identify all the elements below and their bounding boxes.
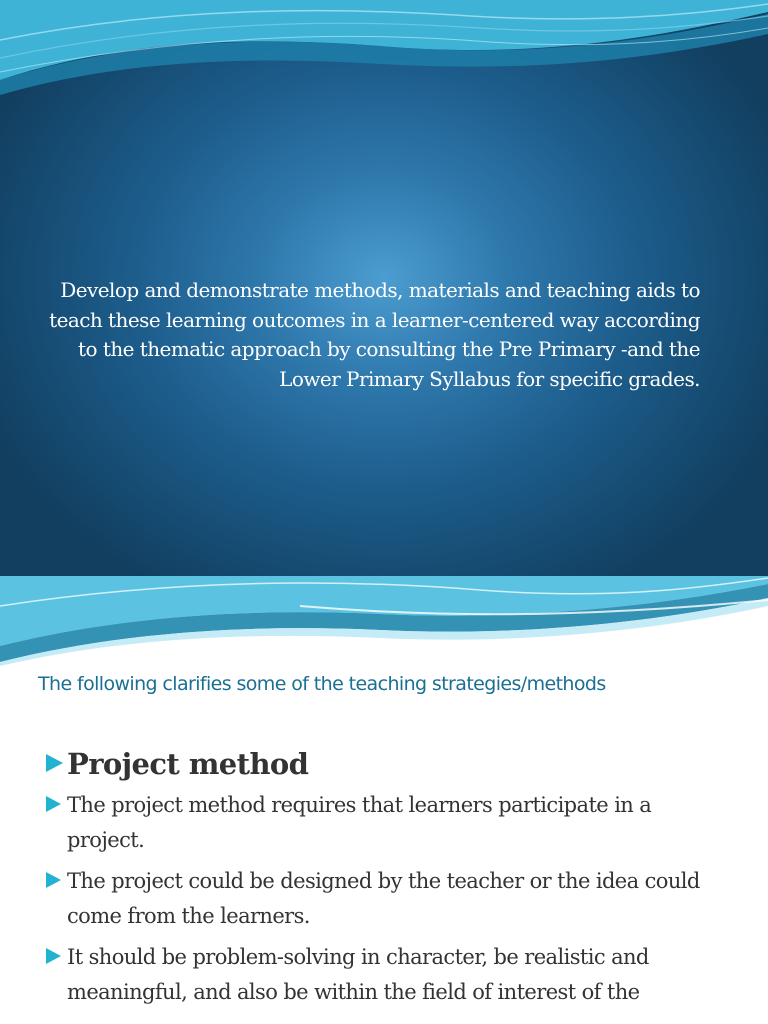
- bullet-heading: Project method: [67, 747, 309, 781]
- bullet-item: [46, 940, 726, 1010]
- bullet-text: It should be problem-solving in character, be realistic and meaningful, and also be within the field of interest of the: [67, 945, 649, 1004]
- bullet-item: [46, 864, 726, 934]
- bullet-list: [46, 742, 726, 1016]
- triangle-bullet-icon: [46, 796, 61, 812]
- slide-1-body-text: Develop and demonstrate methods, materials and teaching aids to teach these learning outcomes in a learner-centered way according to the thematic approach by consulting the Pre Primary -and the Lower Primary Syllabus for specific grades.: [49, 278, 700, 391]
- slide-2: [0, 576, 768, 1024]
- top-wave-decoration: [0, 576, 768, 666]
- bullet-item: [46, 742, 726, 786]
- slide-2-title: The following clarifies some of the teaching strategies/methods: [38, 673, 606, 695]
- bullet-text: The project method requires that learners participate in a project.: [67, 793, 652, 852]
- triangle-bullet-icon: [46, 872, 61, 888]
- triangle-bullet-icon: [46, 754, 63, 772]
- top-wave-decoration: [0, 0, 768, 100]
- triangle-bullet-icon: [46, 948, 61, 964]
- bullet-text: The project could be designed by the teacher or the idea could come from the learners.: [67, 869, 700, 928]
- bullet-item: [46, 788, 726, 858]
